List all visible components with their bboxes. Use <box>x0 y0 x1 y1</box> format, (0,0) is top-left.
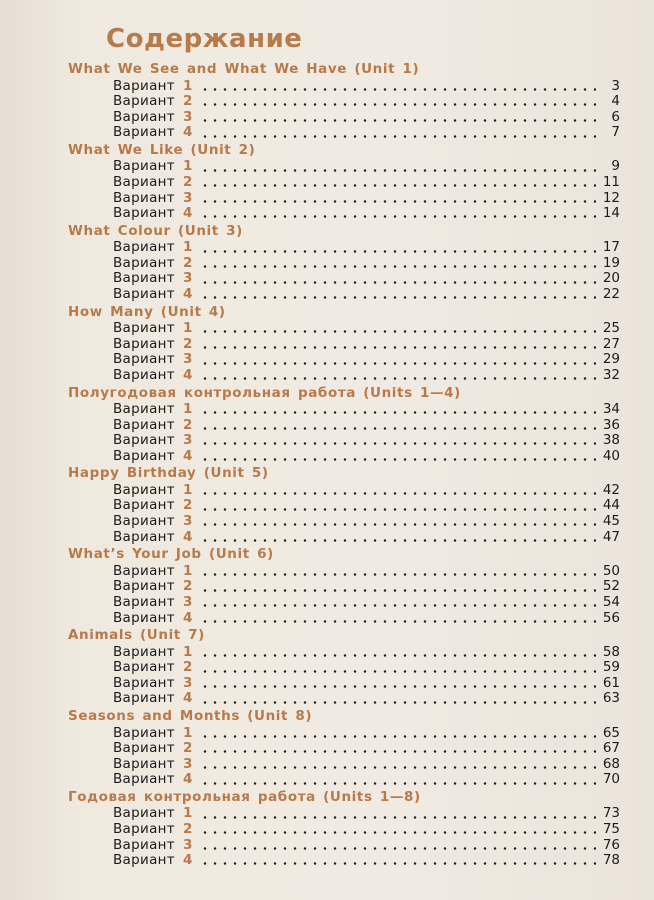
variant-label: Вариант <box>113 366 175 383</box>
page-number: 75 <box>602 820 620 837</box>
variant-number: 1 <box>182 643 193 660</box>
variant-label: Вариант <box>113 724 175 741</box>
variant-label: Вариант <box>113 820 175 837</box>
dot-leader <box>200 362 596 365</box>
variant-label: Вариант <box>113 836 175 853</box>
page-number: 61 <box>602 674 620 691</box>
section-title: What We Like (Unit 2) <box>68 141 256 158</box>
dot-leader <box>200 654 596 657</box>
dot-leader <box>200 88 596 91</box>
toc-entry <box>113 449 620 465</box>
page-number: 3 <box>611 77 620 94</box>
section-title: What’s Your Job (Unit 6) <box>68 546 274 563</box>
toc-entry <box>113 287 620 303</box>
section-title: Полугодовая контрольная работа (Units 1—4) <box>68 384 461 401</box>
variant-number: 4 <box>182 205 193 222</box>
page-number: 17 <box>602 239 620 256</box>
variant-label: Вариант <box>113 481 175 498</box>
page-number: 56 <box>602 609 620 626</box>
variant-number: 4 <box>182 528 193 545</box>
page-number: 68 <box>602 755 620 772</box>
dot-leader <box>200 346 596 349</box>
toc-entry <box>113 579 620 595</box>
page-number: 9 <box>611 158 620 175</box>
page-number: 52 <box>602 578 620 595</box>
variant-label: Вариант <box>113 755 175 772</box>
variant-label: Вариант <box>113 351 175 368</box>
page-number: 44 <box>602 497 620 514</box>
toc-entry <box>113 691 620 707</box>
toc-entry <box>113 838 620 854</box>
page-number: 20 <box>602 270 620 287</box>
page-number: 4 <box>611 93 620 110</box>
dot-leader <box>200 620 596 623</box>
page-number: 59 <box>602 659 620 676</box>
dot-leader <box>200 670 596 673</box>
variant-number: 1 <box>182 77 193 94</box>
dot-leader <box>200 458 596 461</box>
toc-entry <box>113 822 620 838</box>
variant-number: 3 <box>182 755 193 772</box>
page-number: 45 <box>602 513 620 530</box>
dot-leader <box>200 847 596 850</box>
section-title: Годовая контрольная работа (Units 1—8) <box>68 788 421 805</box>
variant-number: 4 <box>182 286 193 303</box>
variant-label: Вариант <box>113 562 175 579</box>
toc-entry <box>113 271 620 287</box>
variant-number: 4 <box>182 366 193 383</box>
dot-leader <box>200 411 596 414</box>
variant-number: 2 <box>182 335 193 352</box>
page-number: 70 <box>602 771 620 788</box>
page-number: 6 <box>611 108 620 125</box>
variant-number: 2 <box>182 254 193 271</box>
page-number: 54 <box>602 593 620 610</box>
dot-leader <box>200 135 596 138</box>
page-number: 58 <box>602 643 620 660</box>
toc-entry <box>113 595 620 611</box>
dot-leader <box>200 539 596 542</box>
page-number: 12 <box>602 189 620 206</box>
toc-entry <box>113 611 620 627</box>
variant-number: 3 <box>182 108 193 125</box>
dot-leader <box>200 119 596 122</box>
section-title: How Many (Unit 4) <box>68 303 226 320</box>
variant-label: Вариант <box>113 740 175 757</box>
variant-label: Вариант <box>113 335 175 352</box>
variant-label: Вариант <box>113 189 175 206</box>
page-number: 42 <box>602 481 620 498</box>
toc-entry <box>113 79 620 95</box>
variant-label: Вариант <box>113 93 175 110</box>
page-number: 78 <box>602 852 620 869</box>
dot-leader <box>200 685 596 688</box>
page-number: 36 <box>602 416 620 433</box>
toc-entry <box>113 402 620 418</box>
toc-entry <box>113 757 620 773</box>
variant-number: 1 <box>182 562 193 579</box>
variant-label: Вариант <box>113 690 175 707</box>
dot-leader <box>200 215 596 218</box>
variant-label: Вариант <box>113 609 175 626</box>
variant-label: Вариант <box>113 173 175 190</box>
variant-number: 1 <box>182 805 193 822</box>
variant-label: Вариант <box>113 771 175 788</box>
page-number: 11 <box>602 173 620 190</box>
toc-entry <box>113 418 620 434</box>
dot-leader <box>200 184 596 187</box>
page-number: 19 <box>602 254 620 271</box>
toc-entry <box>113 337 620 353</box>
variant-label: Вариант <box>113 852 175 869</box>
page-number: 67 <box>602 740 620 757</box>
variant-label: Вариант <box>113 416 175 433</box>
toc-entry <box>113 483 620 499</box>
dot-leader <box>200 281 596 284</box>
variant-label: Вариант <box>113 158 175 175</box>
variant-label: Вариант <box>113 643 175 660</box>
page-number: 65 <box>602 724 620 741</box>
variant-label: Вариант <box>113 254 175 271</box>
section-title: What We See and What We Have (Unit 1) <box>68 61 420 77</box>
variant-label: Вариант <box>113 593 175 610</box>
dot-leader <box>200 427 596 430</box>
variant-label: Вариант <box>113 805 175 822</box>
toc-entry <box>113 159 620 175</box>
toc-entry <box>113 853 620 869</box>
variant-number: 3 <box>182 593 193 610</box>
dot-leader <box>200 250 596 253</box>
dot-leader <box>200 200 596 203</box>
variant-number: 2 <box>182 93 193 110</box>
page-number: 73 <box>602 805 620 822</box>
variant-number: 1 <box>182 239 193 256</box>
page-number: 32 <box>602 366 620 383</box>
section-title: What Colour (Unit 3) <box>68 222 243 239</box>
page-number: 63 <box>602 690 620 707</box>
variant-number: 4 <box>182 124 193 141</box>
variant-number: 3 <box>182 432 193 449</box>
variant-label: Вариант <box>113 513 175 530</box>
dot-leader <box>200 766 596 769</box>
toc-entry <box>113 191 620 207</box>
page-number: 38 <box>602 432 620 449</box>
page-number: 27 <box>602 335 620 352</box>
dot-leader <box>200 296 596 299</box>
variant-number: 4 <box>182 609 193 626</box>
toc-entry <box>113 676 620 692</box>
variant-label: Вариант <box>113 270 175 287</box>
variant-number: 1 <box>182 724 193 741</box>
toc-entry <box>113 240 620 256</box>
dot-leader <box>200 750 596 753</box>
page-number: 50 <box>602 562 620 579</box>
variant-number: 1 <box>182 481 193 498</box>
toc-entry <box>113 660 620 676</box>
variant-number: 3 <box>182 189 193 206</box>
variant-number: 2 <box>182 416 193 433</box>
toc-entry <box>113 256 620 272</box>
toc-entry <box>113 94 620 110</box>
page-number: 7 <box>611 124 620 141</box>
dot-leader <box>200 831 596 834</box>
toc-entry <box>113 498 620 514</box>
dot-leader <box>200 265 596 268</box>
toc-entry <box>113 433 620 449</box>
variant-number: 3 <box>182 270 193 287</box>
variant-label: Вариант <box>113 286 175 303</box>
page-number: 25 <box>602 320 620 337</box>
dot-leader <box>200 735 596 738</box>
variant-label: Вариант <box>113 77 175 94</box>
dot-leader <box>200 573 596 576</box>
variant-label: Вариант <box>113 674 175 691</box>
variant-number: 1 <box>182 320 193 337</box>
variant-number: 2 <box>182 497 193 514</box>
section-title: Happy Birthday (Unit 5) <box>68 465 269 482</box>
variant-label: Вариант <box>113 528 175 545</box>
variant-label: Вариант <box>113 401 175 417</box>
variant-number: 3 <box>182 836 193 853</box>
page-number: 76 <box>602 836 620 853</box>
variant-number: 2 <box>182 173 193 190</box>
variant-label: Вариант <box>113 659 175 676</box>
variant-label: Вариант <box>113 578 175 595</box>
variant-number: 3 <box>182 513 193 530</box>
dot-leader <box>200 589 596 592</box>
toc-entry <box>113 125 620 141</box>
dot-leader <box>200 492 596 495</box>
dot-leader <box>200 782 596 785</box>
variant-number: 4 <box>182 690 193 707</box>
variant-number: 1 <box>182 158 193 175</box>
toc-entry <box>113 772 620 788</box>
toc-entry <box>113 530 620 546</box>
variant-number: 3 <box>182 351 193 368</box>
variant-number: 1 <box>182 401 193 417</box>
dot-leader <box>200 523 596 526</box>
variant-label: Вариант <box>113 432 175 449</box>
variant-number: 4 <box>182 447 193 464</box>
table-of-contents <box>0 60 654 869</box>
variant-label: Вариант <box>113 497 175 514</box>
variant-number: 2 <box>182 740 193 757</box>
toc-entry <box>113 726 620 742</box>
page-number: 40 <box>602 447 620 464</box>
dot-leader <box>200 169 596 172</box>
variant-label: Вариант <box>113 447 175 464</box>
toc-entry <box>113 352 620 368</box>
variant-label: Вариант <box>113 239 175 256</box>
dot-leader <box>200 604 596 607</box>
section-title: Seasons and Months (Unit 8) <box>68 708 313 724</box>
toc-entry <box>113 645 620 661</box>
section-title: Animals (Unit 7) <box>68 627 205 644</box>
dot-leader <box>200 442 596 445</box>
dot-leader <box>200 377 596 380</box>
page-number: 29 <box>602 351 620 368</box>
variant-number: 2 <box>182 820 193 837</box>
variant-number: 2 <box>182 578 193 595</box>
toc-entry <box>113 368 620 384</box>
toc-entry <box>113 514 620 530</box>
page-number: 34 <box>602 401 620 417</box>
dot-leader <box>200 508 596 511</box>
variant-label: Вариант <box>113 320 175 337</box>
page-number: 14 <box>602 205 620 222</box>
page-number: 47 <box>602 528 620 545</box>
variant-number: 2 <box>182 659 193 676</box>
dot-leader <box>200 816 596 819</box>
dot-leader <box>200 701 596 704</box>
variant-number: 4 <box>182 852 193 869</box>
dot-leader <box>200 862 596 865</box>
dot-leader <box>200 103 596 106</box>
variant-number: 4 <box>182 771 193 788</box>
toc-entry <box>113 564 620 580</box>
dot-leader <box>200 330 596 333</box>
toc-entry <box>113 741 620 757</box>
page-title: Содержание <box>106 24 303 54</box>
variant-number: 3 <box>182 674 193 691</box>
toc-entry <box>113 321 620 337</box>
variant-label: Вариант <box>113 108 175 125</box>
page-number: 22 <box>602 286 620 303</box>
toc-entry <box>113 175 620 191</box>
variant-label: Вариант <box>113 124 175 141</box>
variant-label: Вариант <box>113 205 175 222</box>
toc-entry <box>113 110 620 126</box>
toc-entry <box>113 806 620 822</box>
toc-entry <box>113 206 620 222</box>
